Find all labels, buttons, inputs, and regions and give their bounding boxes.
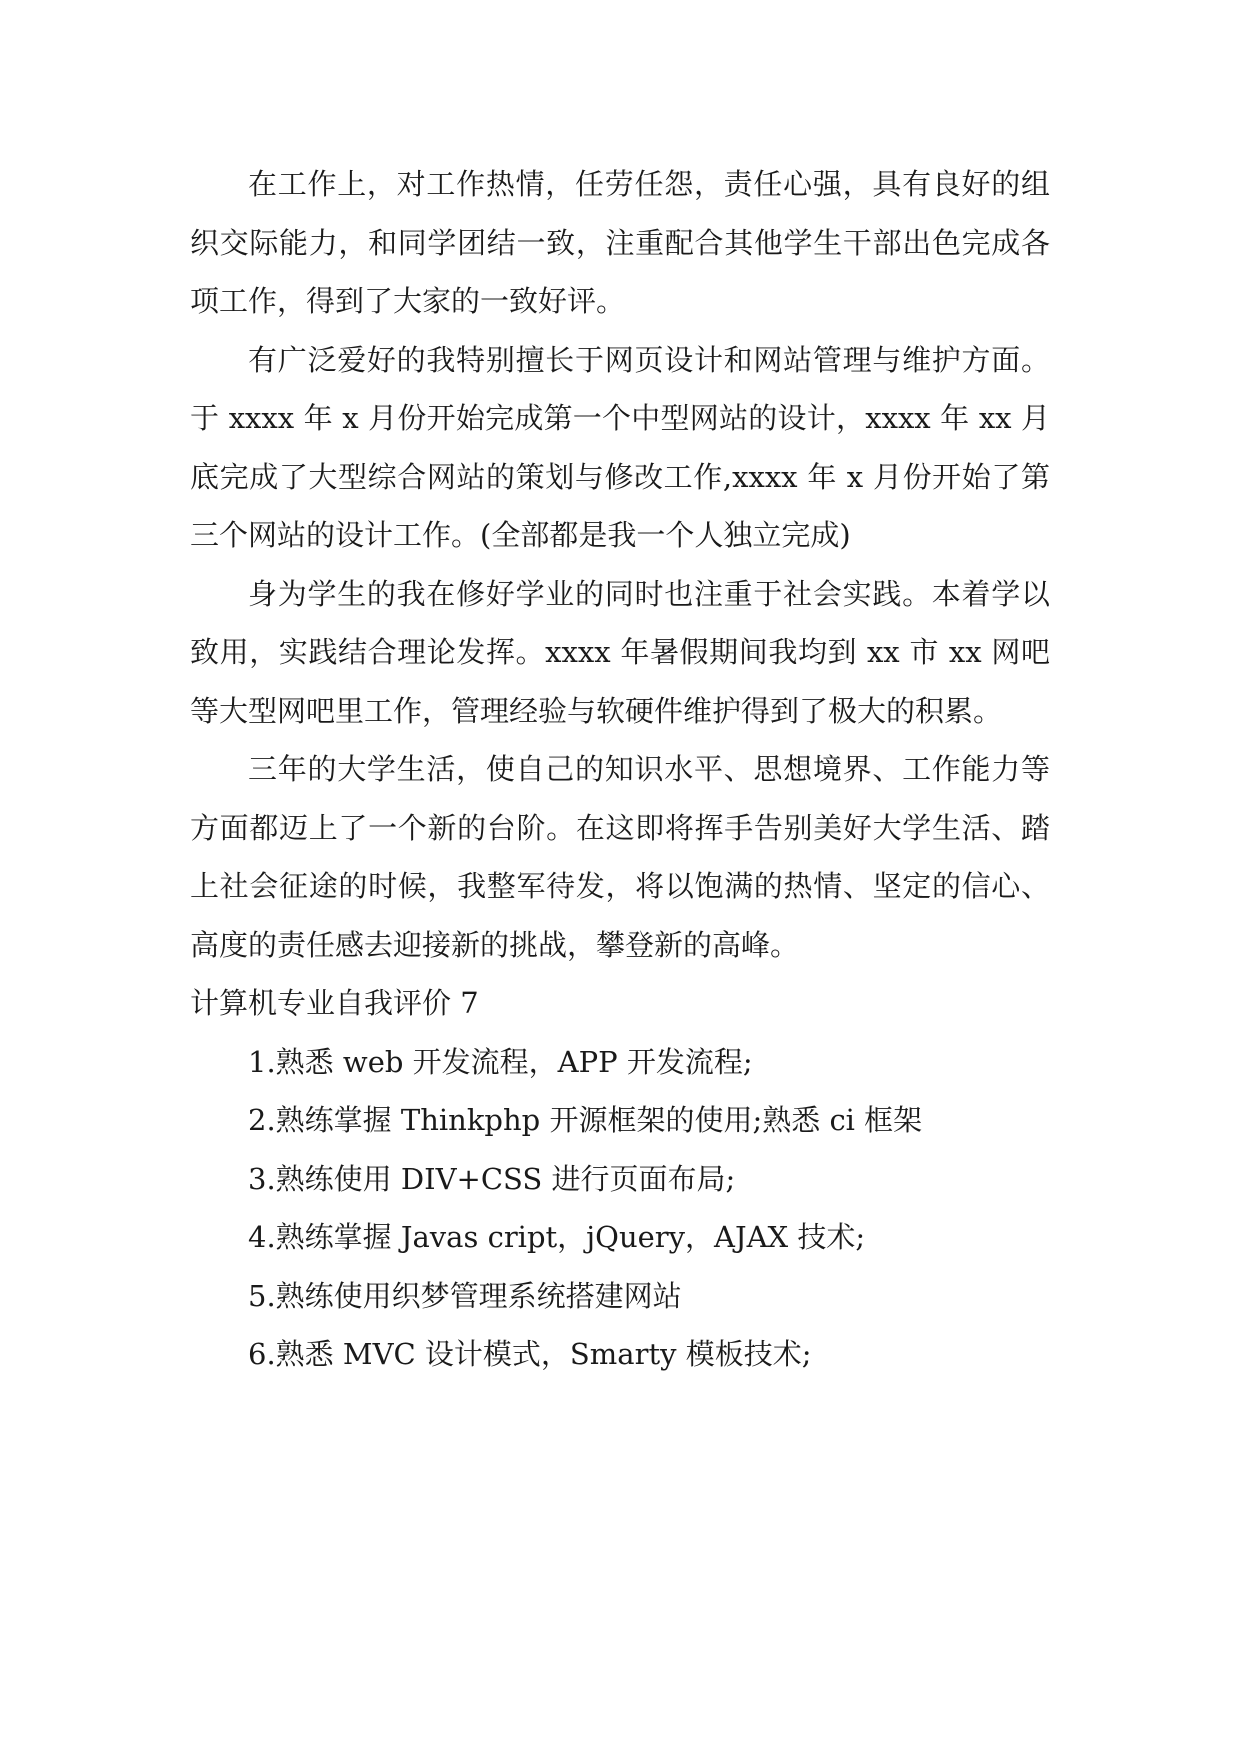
list-item: 4.熟练掌握 Javas cript，jQuery，AJAX 技术; (248, 1220, 866, 1254)
list-item: 2.熟练掌握 Thinkphp 开源框架的使用;熟悉 ci 框架 (248, 1103, 923, 1137)
list-item: 3.熟练使用 DIV+CSS 进行页面布局; (248, 1161, 736, 1196)
list-item: 6.熟悉 MVC 设计模式，Smarty 模板技术; (248, 1337, 812, 1371)
section-heading: 计算机专业自我评价 7 (190, 986, 479, 1020)
paragraph-social-practice: 身为学生的我在修好学业的同时也注重于社会实践。本着学以致用，实践结合理论发挥。xxxx 年暑假期间我均到 xx 市 xx 网吧等大型网吧里工作，管理经验与软硬件维护得到了极大的积累。 (190, 576, 1050, 728)
list-item: 1.熟悉 web 开发流程，APP 开发流程; (248, 1044, 753, 1079)
paragraph-work-attitude: 在工作上，对工作热情，任劳任怨，责任心强，具有良好的组织交际能力，和同学团结一致，注重配合其他学生干部出色完成各项工作，得到了大家的一致好评。 (190, 167, 1050, 318)
skills-list (190, 1033, 1050, 1384)
document-body (190, 155, 1050, 1384)
list-item: 5.熟练使用织梦管理系统搭建网站 (248, 1278, 682, 1313)
paragraph-web-design: 有广泛爱好的我特别擅长于网页设计和网站管理与维护方面。于 xxxx 年 x 月份开始完成第一个中型网站的设计，xxxx 年 xx 月底完成了大型综合网站的策划与修改工作,xxxx 年 x 月份开始了第三个网站的设计工作。(全部都是我一个人独立完成) (190, 342, 1050, 552)
paragraph-college-summary: 三年的大学生活，使自己的知识水平、思想境界、工作能力等方面都迈上了一个新的台阶。在这即将挥手告别美好大学生活、踏上社会征途的时候，我整军待发，将以饱满的热情、坚定的信心、高度的责任感去迎接新的挑战，攀登新的高峰。 (190, 752, 1050, 962)
